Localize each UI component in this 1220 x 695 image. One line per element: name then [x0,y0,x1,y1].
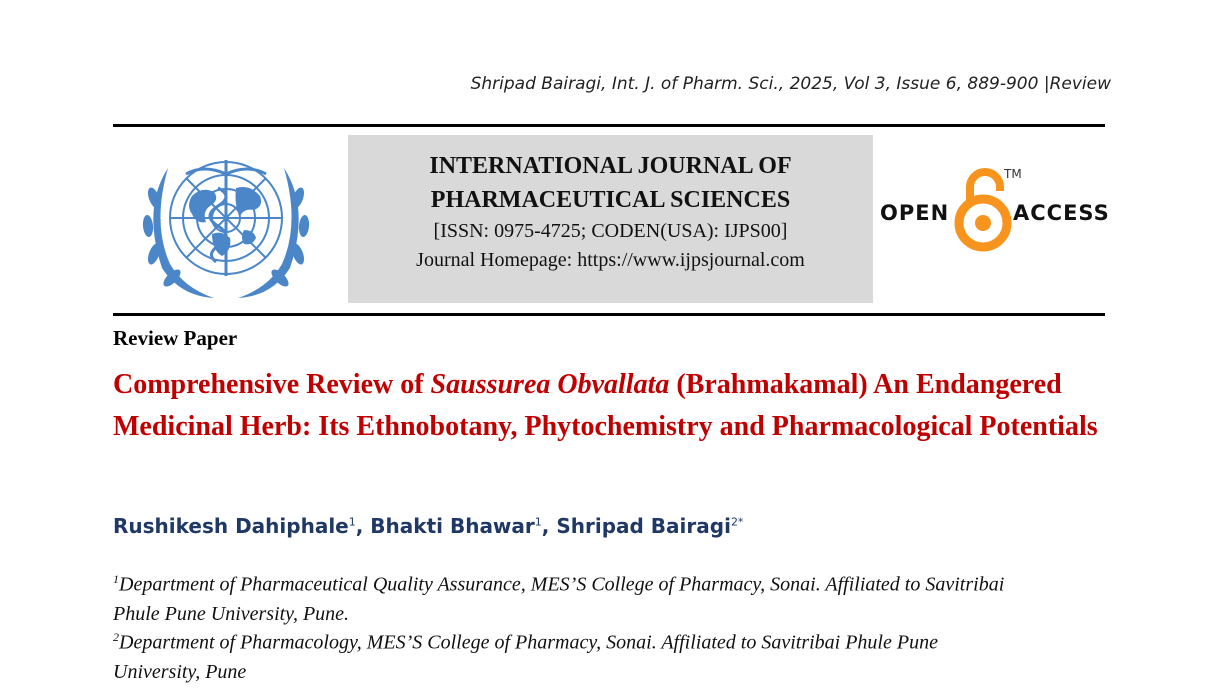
trademark-mark: TM [1004,167,1022,181]
affiliation-1 [113,565,1113,629]
open-access-word-left: OPEN [880,201,950,225]
journal-info-box [348,135,873,303]
author-affiliation-mark: 1 [534,515,542,529]
author-list: Rushikesh Dahiphale$^1$, Bhakti Bhawar$^1$, Shripad Bairagi$^{2*}$ [113,514,744,538]
affiliation-2 [113,623,1113,687]
paper-type-label: Review Paper [113,326,238,350]
article-title-part1: Comprehensive Review of [113,369,431,400]
header-rule-top [113,124,1105,127]
citation-header: Shripad Bairagi, Int. J. of Pharm. Sci., 2025, Vol 3, Issue 6, 889-900 |Review [470,74,1111,94]
journal-title-line1: INTERNATIONAL JOURNAL OF [429,153,792,179]
author-name: Bhakti Bhawar [370,514,535,538]
article-title-part2: (Brahmakamal) An Endangered Medicinal Herb: Its Ethnobotany, Phytochemistry and Pharmacological Potentials [113,369,1098,442]
journal-title-line2: PHARMACEUTICAL SCIENCES [430,187,791,213]
author-affiliation-mark: 2* [730,515,744,529]
affiliation-text: Department of Pharmaceutical Quality Assurance, MES’S College of Pharmacy, Sonai. Affiliated to Savitribai [119,573,1005,596]
article-title-species: Saussurea Obvallata [430,369,670,400]
affiliation-text-cont: Phule Pune University, Pune. [113,602,350,625]
author-affiliation-mark: 1 [348,515,356,529]
article-title [113,364,1103,448]
journal-homepage: Journal Homepage: https://www.ijpsjournal.com [416,249,805,271]
open-access-logo [880,163,1110,253]
affiliation-text: Department of Pharmacology, MES’S College of Pharmacy, Sonai. Affiliated to Savitribai Phule Pune [119,631,938,654]
author-name: Rushikesh Dahiphale [113,514,349,538]
journal-issn: [ISSN: 0975-4725; CODEN(USA): IJPS00] [433,220,788,242]
open-access-word-right: ACCESS [1013,201,1110,225]
author-name: Shripad Bairagi [556,514,731,538]
affiliation-number: 2 [113,630,119,644]
header-rule-bottom [113,313,1105,316]
journal-emblem-logo [128,138,324,304]
affiliation-text-cont: University, Pune [113,660,247,683]
affiliation-number: 1 [113,572,119,586]
